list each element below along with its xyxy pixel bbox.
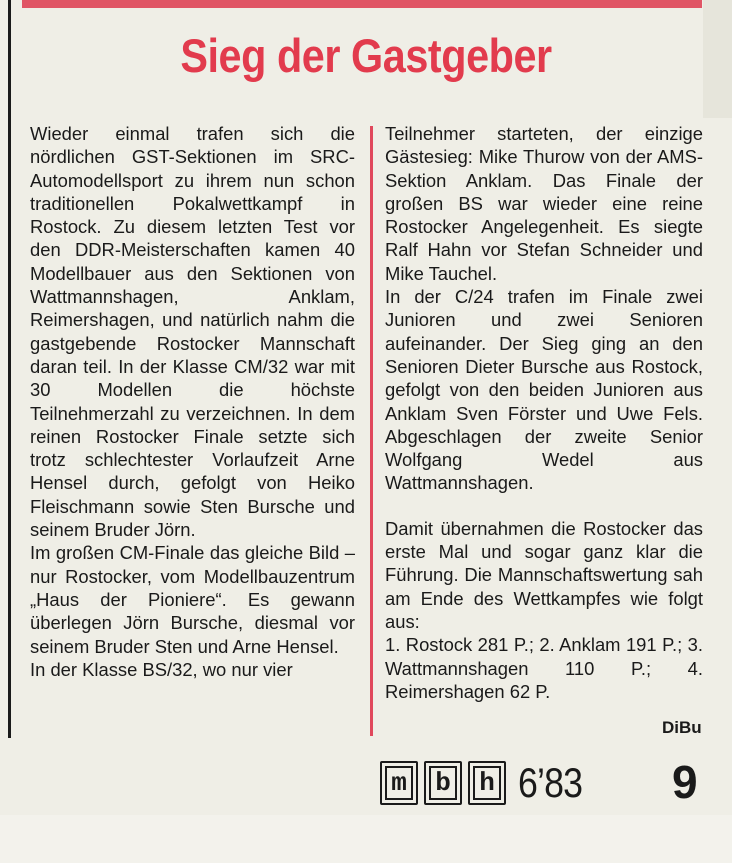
page-number: 9 <box>672 756 698 808</box>
paragraph-gap <box>385 495 703 517</box>
left-margin-rule <box>8 0 11 738</box>
bottom-margin <box>0 815 732 863</box>
paragraph: Damit übernahmen die Rostocker das erste Mal und sogar ganz klar die Führung. Die Mannschaftswertung sah am Ende des Wettkampfes wie folgt aus: <box>385 517 703 632</box>
paragraph: In der C/24 trafen im Finale zwei Junioren und zwei Senioren aufeinander. Der Sieg ging an den Senioren Dieter Bursche aus Rostock, gefolgt von den beiden Junioren aus Anklam Sven Förster und Uwe Fels. Abgeschlagen der zweite Senior Wolfgang Wedel aus Wattmannshagen. <box>385 286 703 494</box>
author-signature: DiBu <box>662 718 702 737</box>
mbh-logo <box>380 761 506 805</box>
paragraph: Teilnehmer starteten, der einzige Gästesieg: Mike Thurow von der AMS-Sektion Anklam. Das Finale der großen BS war wieder eine reine Rostocker Angelegenheit. Es siegte Ralf Hahn vor Stefan Schneider und Mike Tauchel. <box>385 123 703 284</box>
right-column <box>385 122 703 703</box>
logo-letter-b: b <box>424 761 462 805</box>
top-red-rule <box>22 0 702 8</box>
issue-number: 6’83 <box>518 758 583 806</box>
paragraph: In der Klasse BS/32, wo nur vier <box>30 658 293 680</box>
column-divider <box>370 126 373 736</box>
logo-letter-m: m <box>380 761 418 805</box>
article-headline: Sieg der Gastgeber <box>180 29 552 82</box>
logo-letter-h: h <box>468 761 506 805</box>
adjacent-page-strip <box>703 0 732 118</box>
paragraph: Im großen CM-Finale das gleiche Bild – nur Rostocker, vom Modellbauzentrum „Haus der Pioniere“. Es gewann überlegen Jörn Bursche, diesmal vor seinem Bruder Sten und Arne Hensel. <box>30 542 355 657</box>
results-paragraph: 1. Rostock 281 P.; 2. Anklam 191 P.; 3. Wattmannshagen 110 P.; 4. Reimershagen 62 P. <box>385 634 703 702</box>
footer <box>380 755 710 810</box>
left-column <box>30 122 355 681</box>
paragraph: Wieder einmal trafen sich die nördlichen GST-Sektionen im SRC-Automodellsport zu ihrem nun schon traditionellen Pokalwettkampf in Rostock. Zu diesem letzten Test vor den DDR-Meisterschaften kamen 40 Modellbauer aus den Sektionen von Wattmannshagen, Anklam, Reimershagen, und natürlich nahm die gastgebende Rostocker Mannschaft daran teil. In der Klasse CM/32 war mit 30 Modellen die höchste Teilnehmerzahl zu verzeichnen. In dem reinen Rostocker Finale setzte sich trotz schlechtester Vorlaufzeit Arne Hensel durch, gefolgt von Heiko Fleischmann sowie Sten Bursche und seinem Bruder Jörn. <box>30 123 355 541</box>
